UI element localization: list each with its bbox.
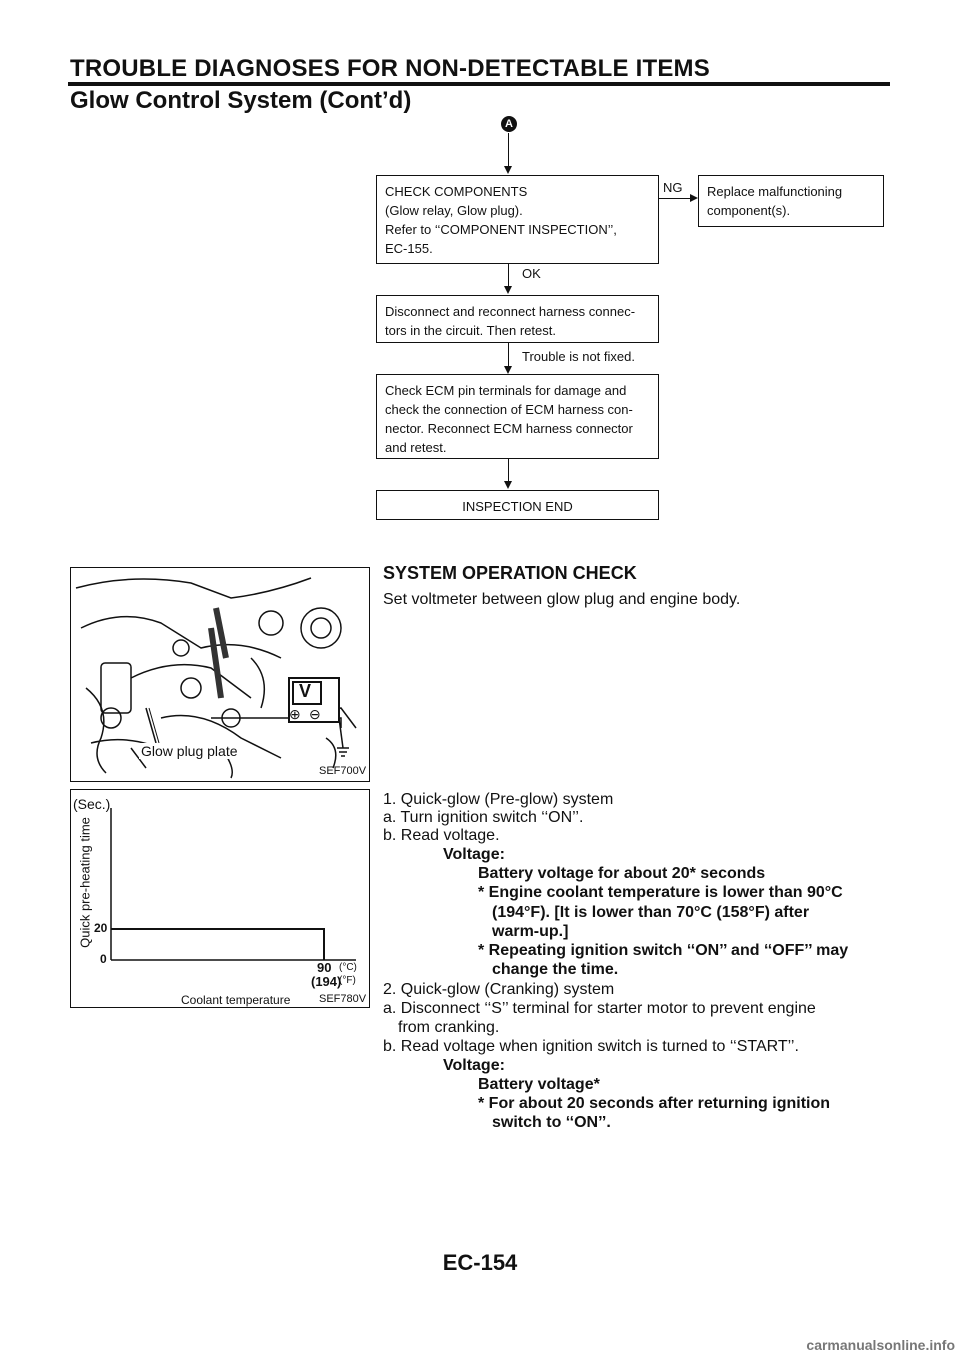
figure-code: SEF780V	[319, 993, 367, 1005]
step-1a: a. Turn ignition switch ‘‘ON’’.	[383, 809, 584, 826]
tick-y-0: 0	[100, 952, 107, 966]
flow-line	[508, 264, 509, 288]
replace-component-box	[698, 175, 884, 227]
plus-terminal-icon: ⊕	[289, 706, 301, 722]
spec-line: Battery voltage*	[478, 1076, 600, 1093]
section-intro: Set voltmeter between glow plug and engine body.	[383, 591, 741, 608]
tick-x-194: (194)	[311, 974, 342, 989]
voltage-label: Voltage:	[443, 846, 505, 863]
check-ecm-box	[376, 374, 659, 459]
spec-line: * Engine coolant temperature is lower than 90°C	[478, 884, 843, 901]
spec-line: warm-up.]	[492, 923, 569, 940]
glow-plug-plate-label: Glow plug plate	[141, 743, 238, 759]
ng-label: NG	[663, 180, 683, 195]
unit-f: (°F)	[339, 975, 356, 986]
box-line: nector. Reconnect ECM harness connector	[385, 421, 633, 436]
page-header-title: TROUBLE DIAGNOSES FOR NON-DETECTABLE ITEMS	[70, 55, 710, 82]
step-2a-cont: from cranking.	[398, 1019, 500, 1036]
spec-line: (194°F). [It is lower than 70°C (158°F) after	[492, 904, 810, 921]
not-fixed-label: Trouble is not fixed.	[522, 349, 635, 364]
spec-line: change the time.	[492, 961, 619, 978]
box-line: (Glow relay, Glow plug).	[385, 203, 523, 218]
connector-label: A	[505, 118, 513, 130]
flow-line	[508, 343, 509, 368]
arrow-down-icon	[504, 366, 512, 374]
figure-code: SEF700V	[319, 765, 367, 777]
voltmeter-letter: V	[299, 681, 312, 701]
box-line: Refer to ‘‘COMPONENT INSPECTION’’,	[385, 222, 617, 237]
box-line: EC-155.	[385, 241, 433, 256]
x-axis-label: Coolant temperature	[181, 993, 291, 1007]
box-line: CHECK COMPONENTS	[385, 184, 528, 199]
connector-a-icon	[501, 116, 517, 132]
ok-label: OK	[522, 266, 541, 281]
arrow-down-icon	[504, 166, 512, 174]
spec-line: Battery voltage for about 20* seconds	[478, 865, 766, 882]
box-line: Disconnect and reconnect harness connec-	[385, 304, 636, 319]
spec-line: * For about 20 seconds after returning ignition	[478, 1095, 831, 1112]
flow-line	[508, 459, 509, 483]
box-line: and retest.	[385, 440, 447, 455]
step-2: 2. Quick-glow (Cranking) system	[383, 981, 615, 998]
figure-voltmeter-glow-plug	[70, 567, 370, 782]
box-line: check the connection of ECM harness con-	[385, 402, 633, 417]
spec-line: switch to ‘‘ON’’.	[492, 1114, 611, 1131]
step-1: 1. Quick-glow (Pre-glow) system	[383, 791, 614, 808]
flow-line	[659, 198, 691, 199]
box-line: component(s).	[707, 203, 791, 218]
arrow-down-icon	[504, 481, 512, 489]
tick-y-20: 20	[94, 921, 108, 935]
spec-line: * Repeating ignition switch ‘‘ON’’ and ‘‘OFF’’ may	[478, 942, 849, 959]
figure-pre-heating-chart	[70, 789, 370, 1008]
watermark: carmanualsonline.info	[806, 1337, 955, 1353]
step-1b: b. Read voltage.	[383, 827, 500, 844]
tick-x-90: 90	[317, 960, 332, 975]
flow-line	[508, 133, 509, 167]
page-number: EC-154	[442, 1250, 518, 1275]
box-line: Check ECM pin terminals for damage and	[385, 383, 627, 398]
inspection-end-box: INSPECTION END	[376, 490, 659, 520]
box-line: tors in the circuit. Then retest.	[385, 323, 556, 338]
header-rule	[68, 82, 890, 86]
y-axis-label: Quick pre-heating time	[77, 817, 93, 948]
step-2b: b. Read voltage when ignition switch is turned to ‘‘START’’.	[383, 1038, 799, 1055]
page-header-subtitle: Glow Control System (Cont’d)	[70, 87, 412, 114]
series-line	[111, 929, 324, 960]
box-line: Replace malfunctioning	[707, 184, 843, 199]
voltage-label: Voltage:	[443, 1057, 505, 1074]
arrow-down-icon	[504, 286, 512, 294]
arrow-right-icon	[690, 194, 698, 202]
check-components-box	[376, 175, 659, 264]
disconnect-harness-box	[376, 295, 659, 343]
minus-terminal-icon: ⊖	[309, 706, 321, 722]
y-unit-label: (Sec.)	[73, 796, 111, 812]
step-2a: a. Disconnect ‘‘S’’ terminal for starter motor to prevent engine	[383, 1000, 816, 1017]
section-title: SYSTEM OPERATION CHECK	[383, 563, 637, 583]
unit-c: (°C)	[339, 962, 357, 973]
